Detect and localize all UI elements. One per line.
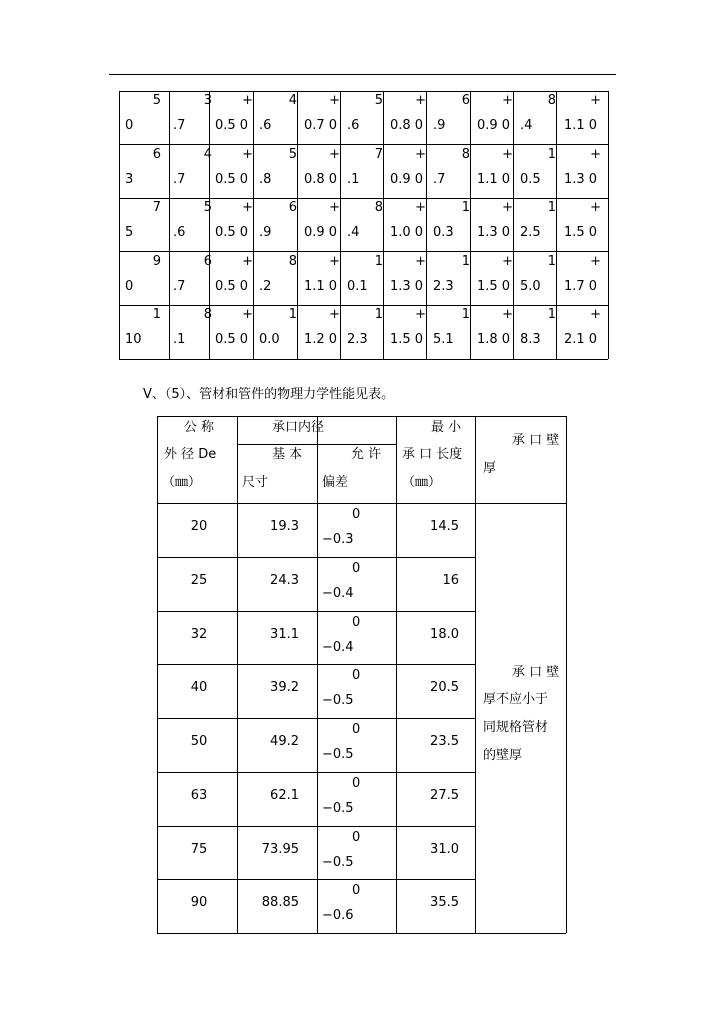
table-border [470,91,471,359]
cell-tolerance-lower: −0.5 [322,854,354,870]
header-min-socket-length: 最 小 [431,420,462,435]
table-cell-value: 8 [374,200,383,215]
table-cell-value: 0.7 0 [304,118,338,133]
table-border [157,718,475,719]
cell-nominal-od: 63 [190,787,208,803]
table-cell-value: 9 [152,253,161,269]
socket-wall-note: 的壁厚 [483,748,523,763]
table-cell-value: .7 [173,278,186,294]
header-nominal-od: 外 径 De [164,447,217,462]
cell-tolerance-lower: −0.5 [322,800,354,816]
table-border [426,91,427,359]
table-cell-value: .6 [259,118,272,133]
table-cell-value: 1 [461,200,470,215]
table-cell-value: 0.9 0 [477,118,511,133]
cell-nominal-od: 25 [190,572,208,588]
table-cell-value: .6 [173,225,186,240]
table-cell-value: 1.5 0 [477,278,511,294]
table-cell-value: 1 [547,307,556,322]
table-border [297,91,298,359]
table-border [475,416,476,933]
table-cell-value: 1.1 0 [304,278,338,294]
table-border [157,503,566,504]
cell-tolerance-upper: 0 [352,775,361,791]
table-cell-value: 6 [203,253,212,269]
cell-tolerance-lower: −0.5 [322,747,354,762]
table-cell-value: 0.5 0 [215,332,249,347]
table-border [119,144,608,145]
table-cell-value: 5 [288,146,297,162]
table-cell-value: .9 [433,118,446,133]
table-cell-value: 1 [461,253,470,269]
table-caption: V、（5）、管材和管件的物理力学性能见表。 [143,387,395,402]
cell-tolerance-lower: −0.4 [322,639,354,655]
table-cell-value: 1.3 0 [564,171,598,187]
cell-min-length: 35.5 [430,895,459,911]
table-cell-value: .4 [347,225,360,240]
table-cell-value: + [415,93,426,108]
cell-min-length: 31.0 [430,841,459,857]
table-cell-value: 0.9 0 [390,171,424,187]
header-tolerance: 允 许 [351,447,382,462]
table-border [119,305,608,306]
cell-tolerance-upper: 0 [352,560,361,576]
cell-min-length: 18.0 [430,626,459,642]
table-cell-value: 2.3 [347,332,368,347]
table-cell-value: 0.0 [259,332,280,347]
cell-tolerance-upper: 0 [352,883,361,899]
table-cell-value: 1 [547,146,556,162]
table-cell-value: 1.5 0 [564,225,598,240]
table-cell-value: 3 [203,93,212,108]
cell-nominal-od: 75 [190,841,208,857]
cell-min-length: 27.5 [430,787,459,803]
cell-tolerance-lower: −0.3 [322,532,354,547]
table-cell-value: 8 [547,93,556,108]
header-nominal-od: （㎜） [162,475,202,490]
table-cell-value: + [242,146,253,162]
table-border [396,416,397,933]
table-cell-value: 1 [374,307,383,322]
table-cell-value: 8 [288,253,297,269]
header-min-socket-length: 承 口 长度 [402,447,463,462]
table-cell-value: 6 [288,200,297,215]
table-cell-value: + [590,200,601,215]
cell-basic-size: 62.1 [270,787,299,803]
table-cell-value: 1 [547,253,556,269]
table-border [157,416,158,933]
table-border [157,664,475,665]
table-cell-value: 0.8 0 [304,171,338,187]
cell-nominal-od: 40 [190,680,208,696]
header-basic-size: 基 本 [272,447,303,462]
table-cell-value: 1.3 0 [477,225,511,240]
cell-basic-size: 39.2 [270,680,299,696]
cell-nominal-od: 50 [190,734,208,749]
header-socket-inner-diameter: 承口内径 [272,420,325,435]
cell-nominal-od: 32 [190,626,208,642]
cell-nominal-od: 20 [190,519,208,534]
table-cell-value: 1.8 0 [477,332,511,347]
table-cell-value: 5 [374,93,383,108]
table-cell-value: + [502,307,513,322]
cell-tolerance-lower: −0.4 [322,585,354,601]
table-cell-value: + [590,253,601,269]
table-cell-value: 6 [152,146,161,162]
cell-basic-size: 24.3 [270,572,299,588]
table-cell-value: 0.5 [520,171,541,187]
cell-min-length: 20.5 [430,680,459,696]
table-cell-value: 0.5 0 [215,118,249,133]
table-cell-value: 7 [152,200,161,215]
table-border [119,359,608,360]
table-cell-value: 1.1 0 [477,171,511,187]
table-cell-value: 10 [125,332,142,347]
table-cell-value: + [415,200,426,215]
table-cell-value: 0 [125,278,134,294]
header-rule [109,74,616,75]
table-cell-value: 1.5 0 [390,332,424,347]
table-cell-value: 0.3 [433,225,454,240]
table-cell-value: 0.5 0 [215,225,249,240]
cell-tolerance-upper: 0 [352,614,361,630]
cell-tolerance-lower: −0.6 [322,908,354,924]
cell-min-length: 14.5 [430,519,459,534]
table-border [157,557,475,558]
header-nominal-od: 公 称 [183,420,215,435]
table-border [157,933,566,934]
table-cell-value: 2.5 [520,225,541,240]
table-border [608,91,609,359]
table-cell-value: 5 [152,93,161,108]
table-cell-value: 1.7 0 [564,278,598,294]
table-cell-value: 1 [547,200,556,215]
table-border [157,611,475,612]
table-cell-value: 1 [461,307,470,322]
cell-basic-size: 88.85 [261,895,299,911]
table-cell-value: 1.1 0 [564,118,598,133]
table-border [157,416,566,417]
table-cell-value: 1.2 0 [304,332,338,347]
table-cell-value: + [242,253,253,269]
table-cell-value: + [242,307,253,322]
table-cell-value: 0.5 0 [215,278,249,294]
cell-tolerance-upper: 0 [352,722,361,737]
table-cell-value: 0.8 0 [390,118,424,133]
table-cell-value: .7 [173,118,186,133]
table-cell-value: + [329,200,340,215]
header-tolerance: 偏差 [322,475,349,490]
table-border [169,91,170,359]
table-border [253,91,254,359]
table-cell-value: 8 [461,146,470,162]
header-min-socket-length: （㎜） [402,475,442,490]
table-cell-value: 5 [125,225,134,240]
cell-min-length: 16 [442,572,459,588]
table-cell-value: + [242,93,253,108]
table-cell-value: + [502,253,513,269]
socket-wall-note: 承 口 壁 [512,665,560,680]
table-border [566,416,567,933]
socket-wall-note: 同规格管材 [483,720,549,735]
table-cell-value: + [415,253,426,269]
table-cell-value: + [590,93,601,108]
cell-tolerance-lower: −0.5 [322,693,354,709]
header-socket-wall: 承 口 壁 [512,433,560,448]
table-cell-value: .1 [347,171,360,187]
table-border [556,91,557,359]
table-cell-value: + [590,307,601,322]
table-cell-value: 0.1 [347,278,368,294]
table-border [119,91,120,359]
table-cell-value: + [502,146,513,162]
table-cell-value: + [329,146,340,162]
table-cell-value: + [415,307,426,322]
table-cell-value: 7 [374,146,383,162]
table-cell-value: + [329,307,340,322]
table-cell-value: 1.3 0 [390,278,424,294]
table-cell-value: 1 [374,253,383,269]
table-cell-value: 0 [125,118,134,133]
table-cell-value: 4 [203,146,212,162]
table-cell-value: 0.5 0 [215,171,249,187]
socket-wall-note: 厚不应小于 [483,692,549,707]
table-cell-value: .6 [347,118,360,133]
table-border [119,198,608,199]
table-border [157,879,475,880]
table-border [157,826,475,827]
table-border [513,91,514,359]
table-cell-value: 2.1 0 [564,332,598,347]
cell-tolerance-upper: 0 [352,507,361,522]
table-cell-value: + [329,93,340,108]
table-cell-value: 6 [461,93,470,108]
cell-nominal-od: 90 [190,895,208,911]
table-cell-value: 1.0 0 [390,225,424,240]
table-cell-value: .7 [173,171,186,187]
table-cell-value: + [242,200,253,215]
upper-table [119,91,608,359]
table-cell-value: + [415,146,426,162]
table-cell-value: 2.3 [433,278,454,294]
table-cell-value: .1 [173,332,186,347]
table-cell-value: 0.9 0 [304,225,338,240]
table-border [119,91,608,92]
table-cell-value: + [329,253,340,269]
cell-min-length: 23.5 [430,734,459,749]
table-cell-value: 1 [152,307,161,322]
table-border [237,416,238,933]
table-border [340,91,341,359]
table-cell-value: .8 [259,171,272,187]
table-border [317,416,318,933]
table-cell-value: 3 [125,171,134,187]
cell-basic-size: 31.1 [270,626,299,642]
table-cell-value: + [502,93,513,108]
cell-tolerance-upper: 0 [352,829,361,845]
lower-table [157,416,566,933]
table-cell-value: 5.0 [520,278,541,294]
table-cell-value: 5 [203,200,212,215]
table-cell-value: .9 [259,225,272,240]
table-border [383,91,384,359]
table-cell-value: .2 [259,278,272,294]
table-cell-value: + [590,146,601,162]
table-cell-value: 8 [203,307,212,322]
table-cell-value: 1 [288,307,297,322]
table-cell-value: .7 [433,171,446,187]
table-cell-value: 5.1 [433,332,454,347]
header-socket-wall: 厚 [483,461,497,476]
cell-tolerance-upper: 0 [352,668,361,684]
cell-basic-size: 19.3 [270,519,299,534]
table-border [157,772,475,773]
table-cell-value: + [502,200,513,215]
cell-basic-size: 73.95 [261,841,299,857]
table-border [237,444,396,445]
table-cell-value: 4 [288,93,297,108]
header-basic-size: 尺寸 [242,475,269,490]
table-cell-value: .4 [520,118,533,133]
cell-basic-size: 49.2 [270,734,299,749]
table-border [119,251,608,252]
table-cell-value: 8.3 [520,332,541,347]
